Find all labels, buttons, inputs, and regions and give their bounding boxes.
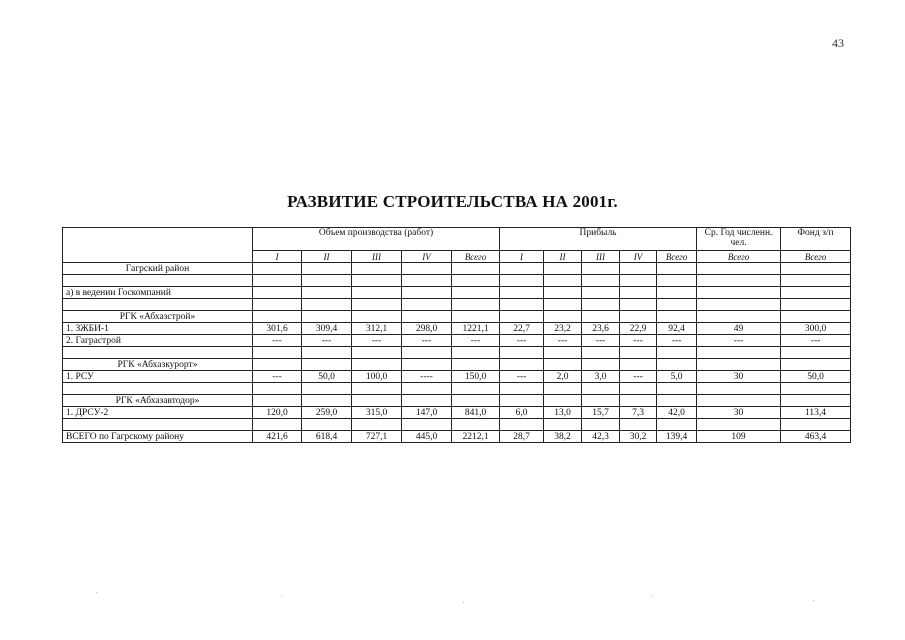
quarter-label: Всего	[452, 251, 500, 263]
subordination-label: а) в ведении Госкомпаний	[63, 287, 253, 299]
cell: 30	[697, 371, 781, 383]
cell: 2212,1	[452, 431, 500, 443]
row-name: 2. Гаграстрой	[63, 335, 253, 347]
cell: ---	[500, 371, 544, 383]
quarter-label: II	[544, 251, 582, 263]
cell: ---	[657, 335, 697, 347]
table-row	[63, 407, 851, 419]
row-name: 1. ЗЖБИ-1	[63, 323, 253, 335]
cell: 463,4	[781, 431, 851, 443]
cell: 259,0	[302, 407, 352, 419]
header-headcount: Ср. Год численн. чел.	[697, 228, 781, 251]
cell: 300,0	[781, 323, 851, 335]
cell: 100,0	[352, 371, 402, 383]
quarter-label: IV	[402, 251, 452, 263]
cell: 618,4	[302, 431, 352, 443]
scan-speck: ·	[812, 596, 816, 607]
cell: 109	[697, 431, 781, 443]
cell: 421,6	[253, 431, 302, 443]
cell: 15,7	[582, 407, 620, 419]
page-number: 43	[832, 36, 844, 50]
cell: 312,1	[352, 323, 402, 335]
cell: 147,0	[402, 407, 452, 419]
total-label: Всего	[697, 251, 781, 263]
cell: ---	[253, 335, 302, 347]
cell: ---	[620, 335, 657, 347]
cell: 30	[697, 407, 781, 419]
cell: ---	[253, 371, 302, 383]
header-production: Объем производства (работ)	[253, 228, 500, 251]
cell: ---	[582, 335, 620, 347]
cell: ---	[620, 371, 657, 383]
cell: ---	[500, 335, 544, 347]
document-title: РАЗВИТИЕ СТРОИТЕЛЬСТВА НА 2001г.	[287, 192, 618, 211]
row-name: 1. РСУ	[63, 371, 253, 383]
cell: 7,3	[620, 407, 657, 419]
cell: 113,4	[781, 407, 851, 419]
department-label: РГК «Абхазавтодор»	[63, 395, 253, 407]
quarter-label: III	[352, 251, 402, 263]
cell: 301,6	[253, 323, 302, 335]
cell: 42,0	[657, 407, 697, 419]
table-row	[63, 287, 851, 299]
cell: 49	[697, 323, 781, 335]
cell: ---	[302, 335, 352, 347]
cell: ---	[352, 335, 402, 347]
cell: 42,3	[582, 431, 620, 443]
cell: 38,2	[544, 431, 582, 443]
quarter-label: I	[253, 251, 302, 263]
table-row	[63, 335, 851, 347]
cell: 50,0	[781, 371, 851, 383]
table-row	[63, 323, 851, 335]
cell: 28,7	[500, 431, 544, 443]
cell: 2,0	[544, 371, 582, 383]
cell: 30,2	[620, 431, 657, 443]
total-label: Всего	[781, 251, 851, 263]
cell: 150,0	[452, 371, 500, 383]
header-profit: Прибыль	[500, 228, 697, 251]
cell: 120,0	[253, 407, 302, 419]
cell: 6,0	[500, 407, 544, 419]
row-name: 1. ДРСУ-2	[63, 407, 253, 419]
region-label: Гагрский район	[63, 263, 253, 275]
scan-speck: ·	[462, 598, 466, 609]
cell: 727,1	[352, 431, 402, 443]
table-row	[63, 359, 851, 371]
construction-table	[62, 227, 851, 443]
cell: ---	[452, 335, 500, 347]
cell: 92,4	[657, 323, 697, 335]
cell: 315,0	[352, 407, 402, 419]
cell: 22,9	[620, 323, 657, 335]
quarter-label: Всего	[657, 251, 697, 263]
cell: 3,0	[582, 371, 620, 383]
scan-speck: ·	[650, 592, 654, 603]
cell: 139,4	[657, 431, 697, 443]
quarter-label: I	[500, 251, 544, 263]
department-label: РГК «Абхазкурорт»	[63, 359, 253, 371]
cell: 298,0	[402, 323, 452, 335]
cell: 309,4	[302, 323, 352, 335]
cell: 13,0	[544, 407, 582, 419]
cell: 841,0	[452, 407, 500, 419]
cell: ---	[781, 335, 851, 347]
cell: 23,2	[544, 323, 582, 335]
cell: 23,6	[582, 323, 620, 335]
header-fund: Фонд з/п	[781, 228, 851, 251]
table-row	[63, 311, 851, 323]
table-row	[63, 371, 851, 383]
cell: ---	[402, 335, 452, 347]
quarter-label: IV	[620, 251, 657, 263]
quarter-label: III	[582, 251, 620, 263]
quarter-label: II	[302, 251, 352, 263]
header-blank	[63, 228, 253, 263]
cell: 5,0	[657, 371, 697, 383]
table-row	[63, 395, 851, 407]
cell: 1221,1	[452, 323, 500, 335]
header-row-main	[63, 228, 851, 251]
department-label: РГК «Абхазстрой»	[63, 311, 253, 323]
cell: 50,0	[302, 371, 352, 383]
total-row	[63, 431, 851, 443]
row-name: ВСЕГО по Гагрскому району	[63, 431, 253, 443]
cell: ----	[402, 371, 452, 383]
scan-speck: ·	[95, 588, 99, 599]
scan-speck: ·	[280, 592, 284, 603]
cell: 22,7	[500, 323, 544, 335]
cell: ---	[697, 335, 781, 347]
cell: ---	[544, 335, 582, 347]
table-row	[63, 263, 851, 275]
cell: 445,0	[402, 431, 452, 443]
